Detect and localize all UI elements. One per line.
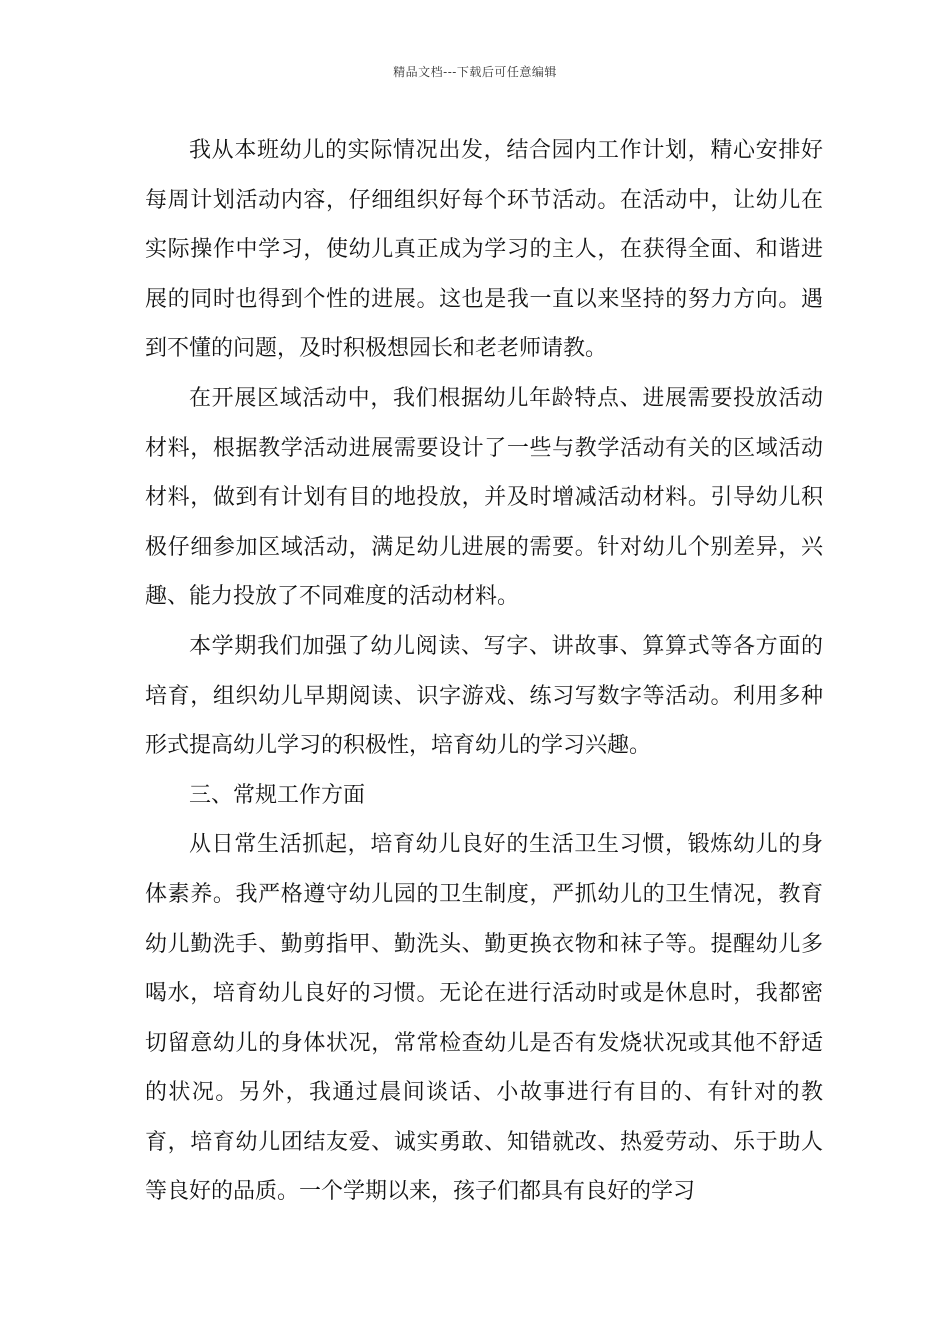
section-heading: 三、常规工作方面 bbox=[189, 782, 366, 808]
document-body bbox=[145, 126, 823, 1217]
paragraph-2: 在开展区域活动中，我们根据幼儿年龄特点、进展需要投放活动材料，根据教学活动进展需要设计了一些与教学活动有关的区域活动材料，做到有计划有目的地投放，并及时增减活动材料。引导幼儿积极仔细参加区域活动，满足幼儿进展的需要。针对幼儿个别差异，兴趣、能力投放了不同难度的活动材料。 bbox=[145, 385, 823, 610]
paragraph-4: 从日常生活抓起，培育幼儿良好的生活卫生习惯，锻炼幼儿的身体素养。我严格遵守幼儿园的卫生制度，严抓幼儿的卫生情况，教育幼儿勤洗手、勤剪指甲、勤洗头、勤更换衣物和袜子等。提醒幼儿多喝水，培育幼儿良好的习惯。无论在进行活动时或是休息时，我都密切留意幼儿的身体状况，常常检查幼儿是否有发烧状况或其他不舒适的状况。另外，我通过晨间谈话、小故事进行有目的、有针对的教育，培育幼儿团结友爱、诚实勇敢、知错就改、热爱劳动、乐于助人等良好的品质。一个学期以来，孩子们都具有良好的学习 bbox=[145, 832, 823, 1205]
paragraph-3: 本学期我们加强了幼儿阅读、写字、讲故事、算算式等各方面的培育，组织幼儿早期阅读、识字游戏、练习写数字等活动。利用多种形式提高幼儿学习的积极性，培育幼儿的学习兴趣。 bbox=[145, 633, 823, 759]
page-header: 精品文档---下载后可任意编辑 bbox=[393, 65, 557, 79]
paragraph-1: 我从本班幼儿的实际情况出发，结合园内工作计划，精心安排好每周计划活动内容，仔细组织好每个环节活动。在活动中，让幼儿在实际操作中学习，使幼儿真正成为学习的主人，在获得全面、和谐进展的同时也得到个性的进展。这也是我一直以来坚持的努力方向。遇到不懂的问题，及时积极想园长和老老师请教。 bbox=[145, 138, 823, 362]
